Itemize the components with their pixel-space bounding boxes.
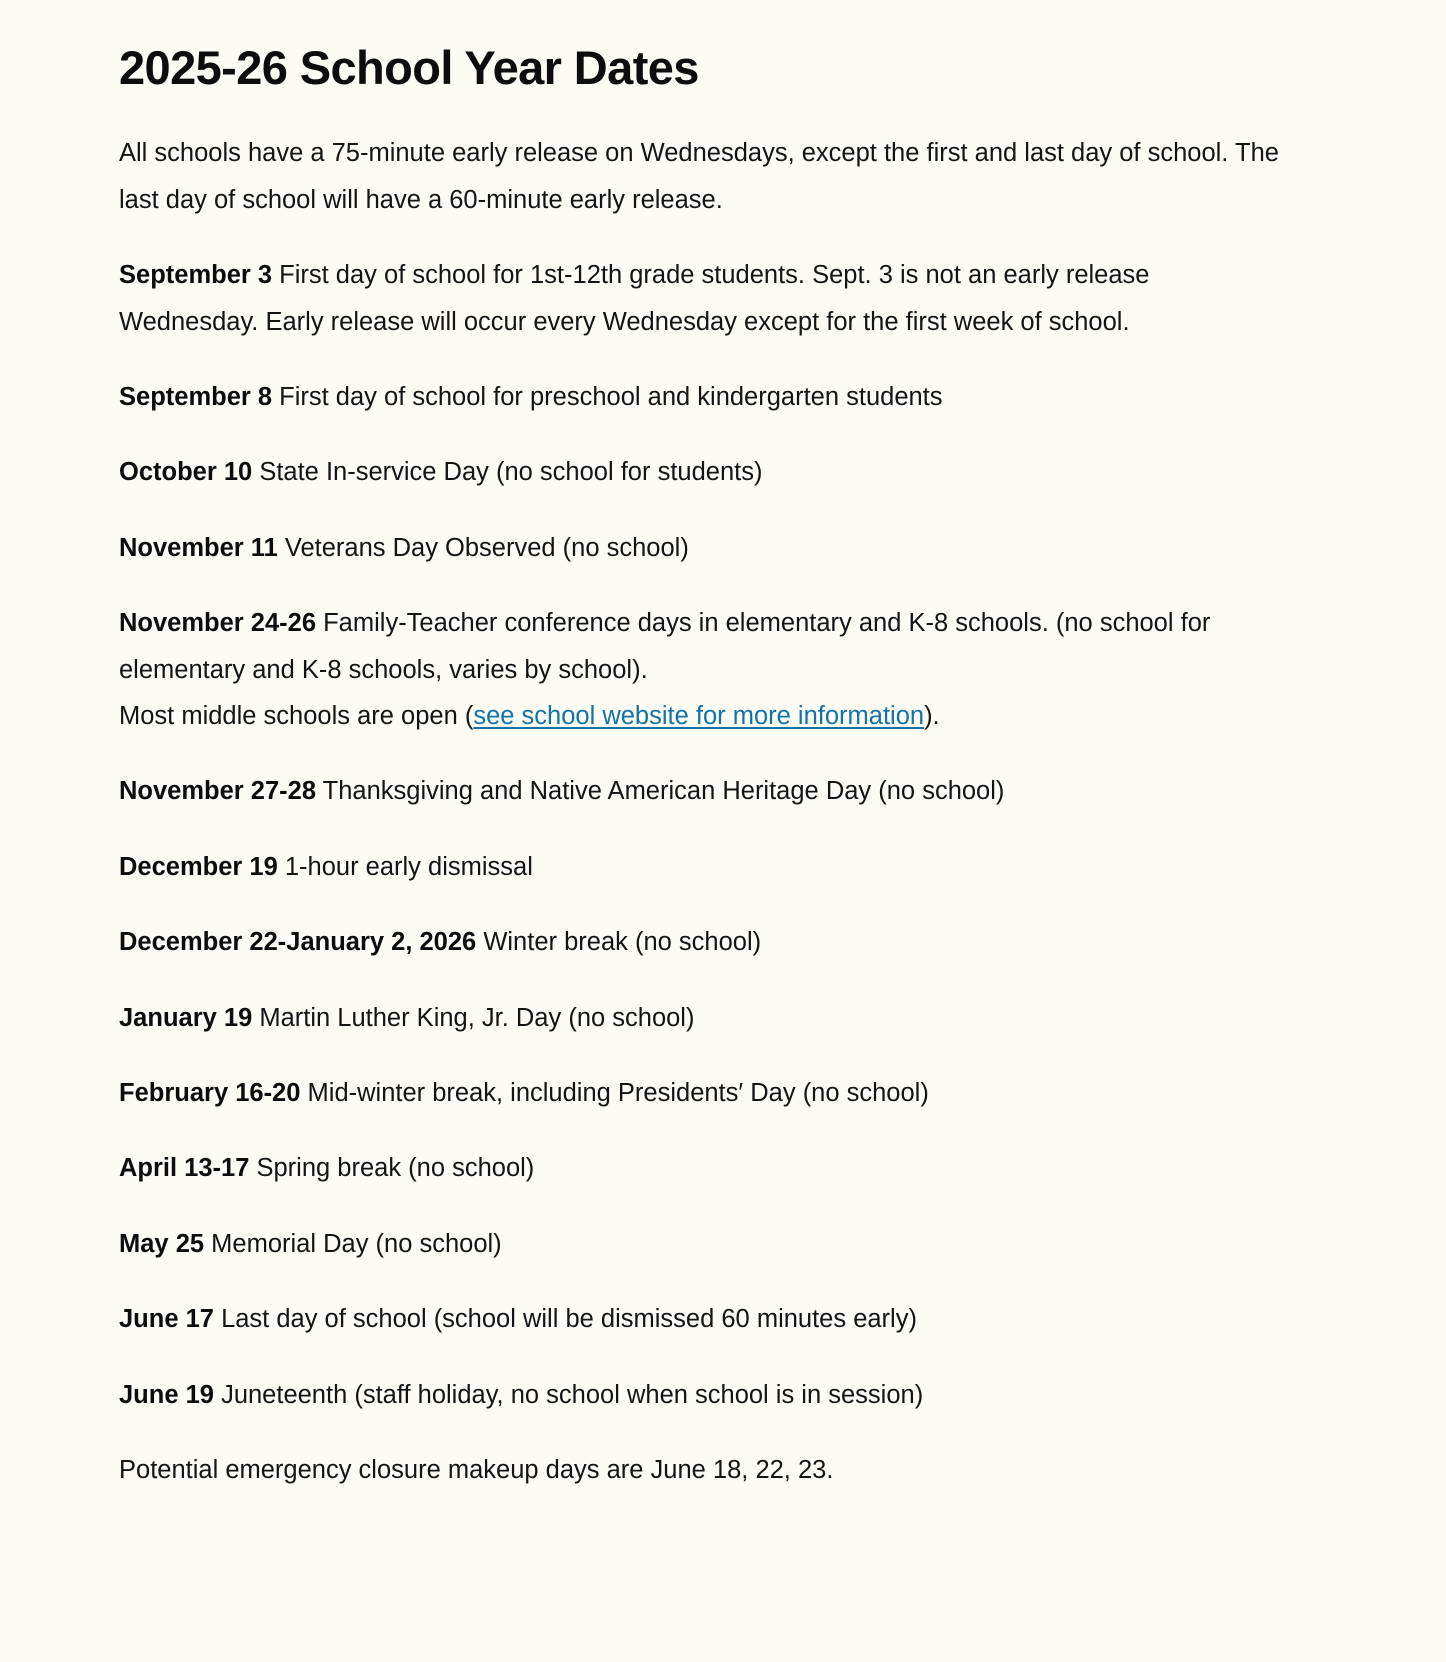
entry-date: September 8 [119,383,273,412]
date-entry-april-13-17 [119,1145,1289,1191]
entry-date: February 16-20 [119,1079,301,1108]
entry-date: January 19 [119,1003,253,1032]
date-entry-september-8 [119,374,1289,420]
entry-description: Family-Teacher conference days in elementary and K-8 schools. (no school for elementary and K-8 schools, varies by school). [119,609,1211,684]
entry-description: Martin Luther King, Jr. Day (no school) [259,1003,695,1032]
page-title: 2025-26 School Year Dates [119,41,699,94]
entry-description: Juneteenth (staff holiday, no school when school is in session) [221,1380,924,1409]
entry-description: Mid-winter break, including Presidents′ Day (no school) [307,1079,929,1108]
date-entry-november-27-28 [119,768,1289,814]
entry-description: Last day of school (school will be dismissed 60 minutes early) [221,1305,917,1334]
entry-description: Winter break (no school) [483,928,762,957]
entry-description: Veterans Day Observed (no school) [284,533,689,562]
entry-date: June 17 [119,1305,214,1334]
entry-date: November 24-26 [119,609,317,638]
entry-description: Memorial Day (no school) [211,1229,502,1258]
date-entry-november-11 [119,525,1289,571]
entry-date: May 25 [119,1229,205,1258]
closing-paragraph: Potential emergency closure makeup days are June 18, 22, 23. [119,1456,834,1485]
entry-date: December 22-January 2, 2026 [119,928,477,957]
entry-date: October 10 [119,458,253,487]
entry-description-continued: Most middle schools are open ( [119,702,474,731]
date-entry-october-10 [119,449,1289,495]
entry-description: First day of school for 1st-12th grade students. Sept. 3 is not an early release Wednesday. Early release will occur every Wednesday except for the first week of school. [119,261,1150,336]
school-website-link[interactable]: see school website for more information [473,702,925,731]
date-entry-september-3 [119,252,1289,345]
entry-description: Thanksgiving and Native American Heritage Day (no school) [322,777,1005,806]
date-entry-may-25 [119,1221,1289,1267]
date-entry-june-17 [119,1296,1289,1342]
date-entry-november-24-26 [119,600,1289,739]
date-entry-december-19 [119,844,1289,890]
entry-date: June 19 [119,1380,214,1409]
entry-description: 1-hour early dismissal [284,852,533,881]
date-entry-february-16-20 [119,1070,1289,1116]
date-entry-january-19 [119,995,1289,1041]
intro-paragraph: All schools have a 75-minute early release on Wednesdays, except the first and last day of school. The last day of school will have a 60-minute early release. [119,139,1279,214]
date-entry-december-22-january-2 [119,919,1289,965]
entry-description-tail: ). [924,702,940,731]
entry-date: September 3 [119,261,273,290]
date-entry-june-19 [119,1372,1289,1418]
entry-date: December 19 [119,852,278,881]
entry-date: April 13-17 [119,1154,250,1183]
entry-date: November 11 [119,533,278,562]
entry-description: State In-service Day (no school for students) [259,458,763,487]
entry-description: Spring break (no school) [256,1154,535,1183]
entry-description: First day of school for preschool and kindergarten students [279,383,943,412]
entry-date: November 27-28 [119,777,317,806]
